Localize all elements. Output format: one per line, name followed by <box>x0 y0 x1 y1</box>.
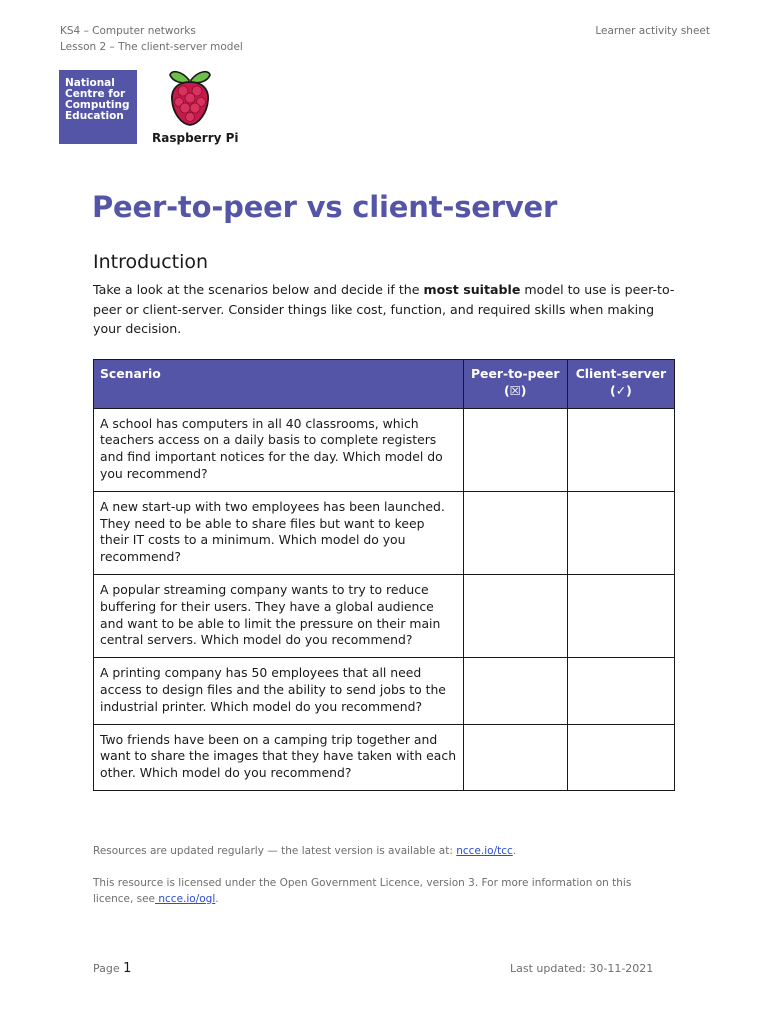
ncce-logo-line: National <box>65 77 115 89</box>
scenario-table <box>93 359 675 791</box>
section-heading-introduction: Introduction <box>93 251 209 273</box>
client-server-answer-cell[interactable] <box>567 491 674 574</box>
raspberry-pi-logo <box>152 68 238 148</box>
header-course: KS4 – Computer networks <box>60 25 196 37</box>
peer-to-peer-mark: (☒) <box>503 382 527 398</box>
scenario-cell: A printing company has 50 employees that all need access to design files and the ability to send jobs to the industrial printer. Which model do you recommend? <box>94 658 464 724</box>
raspberry-pi-wordmark: Raspberry Pi <box>152 131 239 145</box>
table-row <box>94 491 675 574</box>
ncce-logo-line: Centre for <box>65 88 126 100</box>
raspberry-icon <box>167 68 213 128</box>
header-course-info <box>60 23 243 55</box>
licence-link[interactable]: ncce.io/ogl <box>155 893 216 905</box>
intro-paragraph <box>93 280 683 339</box>
client-server-label: Client-server <box>575 366 667 381</box>
intro-text-start: Take a look at the scenarios below and decide if the <box>93 282 424 297</box>
scenario-cell: A school has computers in all 40 classrooms, which teachers access on a daily basis to complete registers and find important notices for the day. Which model do you recommend? <box>94 408 464 491</box>
table-row <box>94 658 675 724</box>
resources-end: . <box>512 845 517 857</box>
ncce-logo-line: Computing <box>65 99 130 111</box>
scenario-cell: A new start-up with two employees has been launched. They need to be able to share files but want to keep their IT costs to a minimum. Which model do you recommend? <box>94 491 464 574</box>
peer-to-peer-answer-cell[interactable] <box>463 491 567 574</box>
page-number: 1 <box>123 961 132 976</box>
header-doc-type: Learner activity sheet <box>595 25 710 37</box>
licence-text: This resource is licensed under the Open Government Licence, version 3. For more information on this licence, see <box>93 877 632 905</box>
scenario-cell: Two friends have been on a camping trip together and want to share the images that they have taken with each other. Which model do you recommend? <box>94 724 464 790</box>
page-indicator <box>93 961 131 976</box>
peer-to-peer-answer-cell[interactable] <box>463 658 567 724</box>
licence-end: . <box>215 893 219 905</box>
peer-to-peer-answer-cell[interactable] <box>463 574 567 657</box>
client-server-answer-cell[interactable] <box>567 724 674 790</box>
resources-link[interactable]: ncce.io/tcc <box>456 845 513 857</box>
client-server-answer-cell[interactable] <box>567 658 674 724</box>
resources-note <box>93 843 516 859</box>
page-label: Page <box>93 962 124 975</box>
peer-to-peer-label: Peer-to-peer <box>470 366 560 381</box>
column-header-scenario: Scenario <box>94 360 464 409</box>
table-row <box>94 408 675 491</box>
table-row <box>94 724 675 790</box>
scenario-cell: A popular streaming company wants to try to reduce buffering for their users. They have a global audience and want to be able to limit the pressure on their main central servers. Which model do you recommend? <box>94 574 464 657</box>
resources-text: Resources are updated regularly — the latest version is available at: <box>93 845 457 857</box>
last-updated: Last updated: 30-11-2021 <box>510 962 654 975</box>
licence-note <box>93 875 653 907</box>
column-header-peer-to-peer <box>463 360 567 409</box>
page-title: Peer-to-peer vs client-server <box>92 190 558 224</box>
ncce-logo <box>59 70 137 144</box>
client-server-answer-cell[interactable] <box>567 408 674 491</box>
ncce-logo-line: Education <box>65 110 124 122</box>
peer-to-peer-answer-cell[interactable] <box>463 408 567 491</box>
client-server-mark: (✓) <box>610 382 632 398</box>
peer-to-peer-answer-cell[interactable] <box>463 724 567 790</box>
client-server-answer-cell[interactable] <box>567 574 674 657</box>
intro-emphasis: most suitable <box>423 282 521 297</box>
column-header-client-server <box>567 360 674 409</box>
table-header-row <box>94 360 675 409</box>
table-row <box>94 574 675 657</box>
intro-text-end: model to use is peer-to-peer or client-server. Consider things like cost, function, and required skills when making your decision. <box>93 282 675 336</box>
header-lesson: Lesson 2 – The client-server model <box>60 41 243 53</box>
